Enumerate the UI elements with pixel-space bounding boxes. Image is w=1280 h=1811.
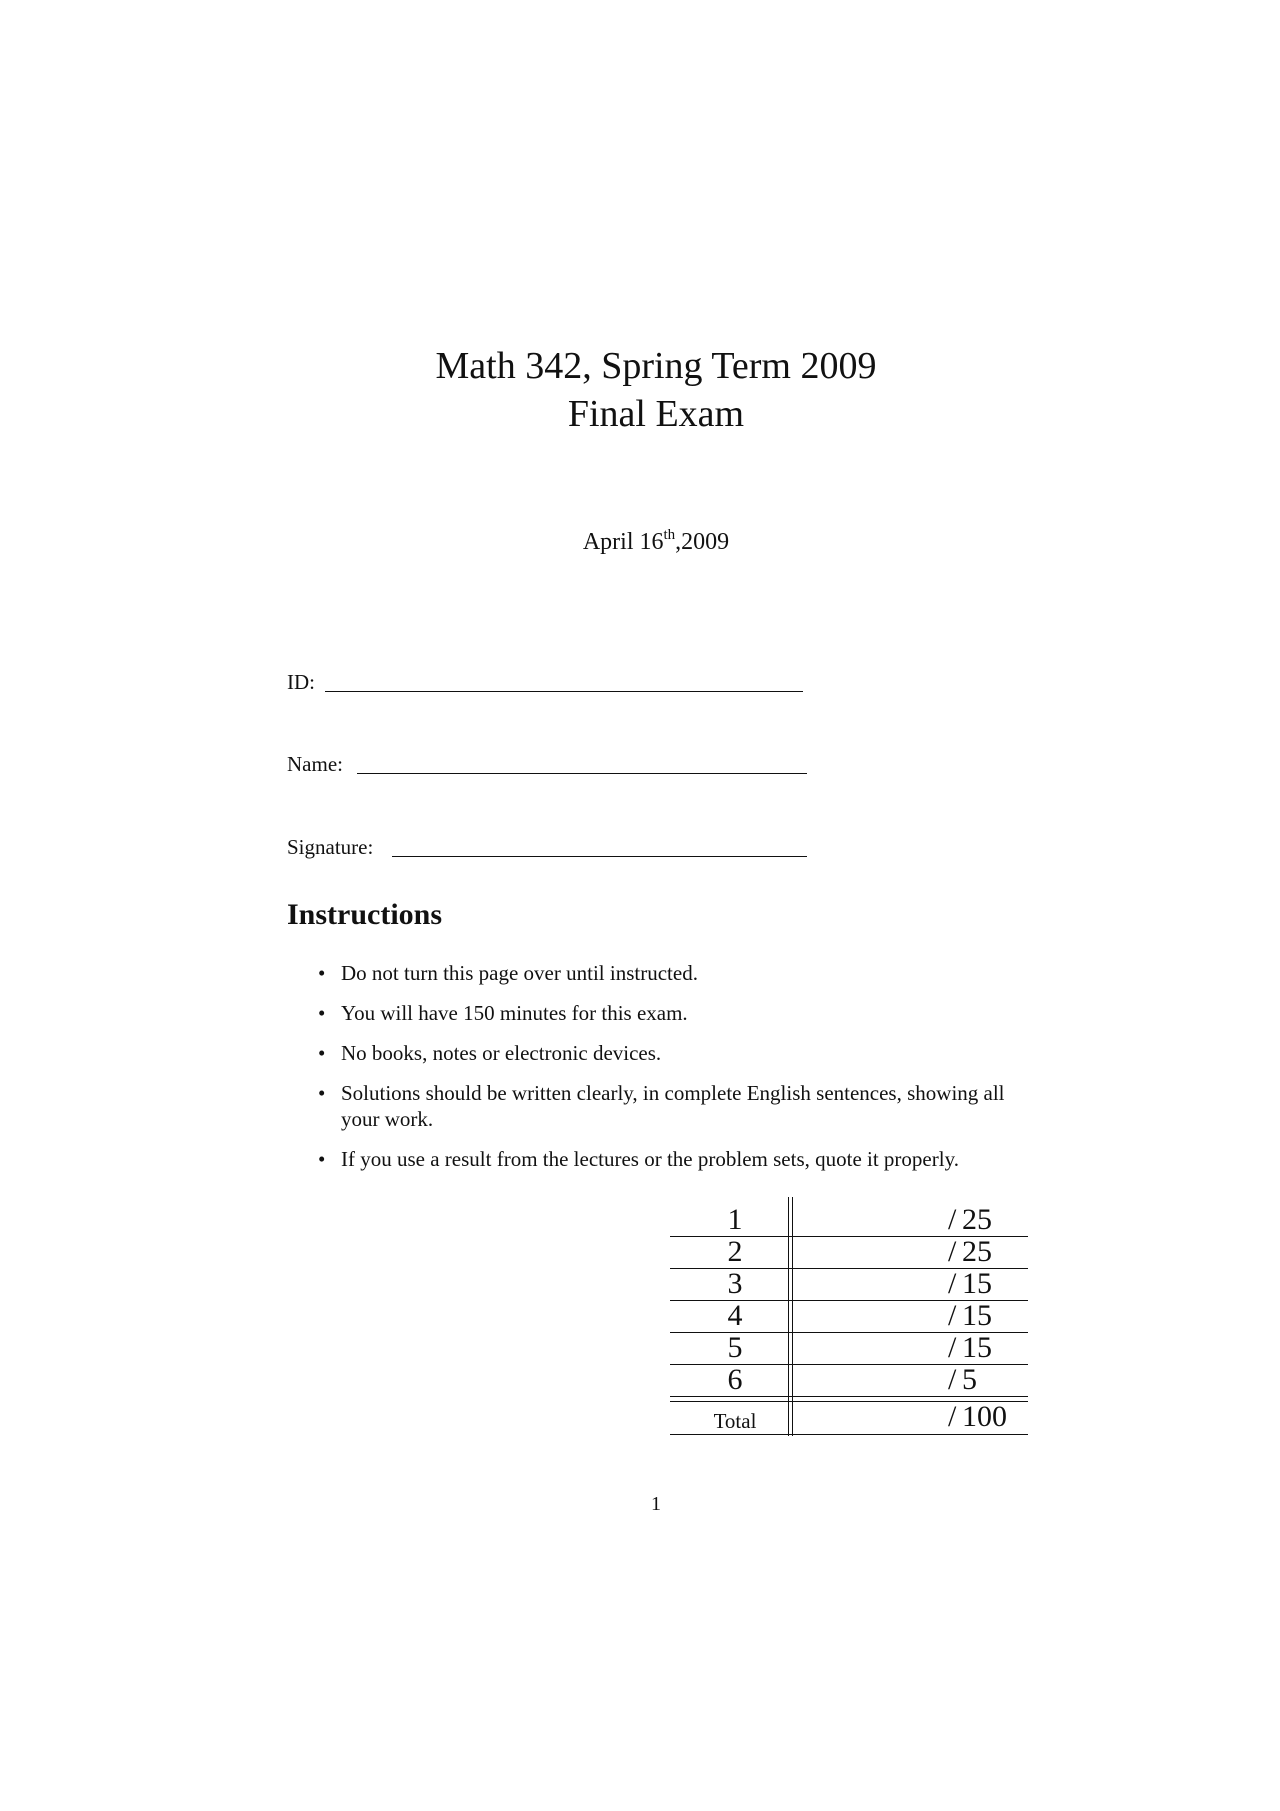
table-double-rule — [788, 1197, 793, 1238]
table-double-rule — [788, 1237, 793, 1270]
table-double-rule — [788, 1301, 793, 1334]
table-row — [670, 1237, 1028, 1269]
max-points: 25 — [962, 1235, 992, 1268]
score-table — [670, 1205, 1028, 1435]
problem-number: 5 — [727, 1331, 743, 1364]
list-item — [318, 1040, 1038, 1066]
instructions-list — [318, 960, 1038, 1186]
instruction-text: You will have 150 minutes for this exam. — [341, 1001, 688, 1025]
bullet-icon: • — [318, 1001, 326, 1025]
exam-name: Final Exam — [567, 393, 745, 435]
total-row — [670, 1401, 1028, 1435]
date-ordinal-suffix: th — [663, 527, 676, 543]
exam-title — [0, 342, 1280, 438]
max-points: 15 — [962, 1299, 992, 1332]
id-label: ID: — [287, 670, 315, 694]
bullet-icon: • — [318, 1147, 326, 1171]
name-blank-line[interactable] — [357, 773, 807, 774]
instructions-heading: Instructions — [287, 898, 443, 931]
table-row — [670, 1301, 1028, 1333]
problem-number: 3 — [727, 1267, 743, 1300]
score-slash: / — [948, 1331, 957, 1364]
list-item — [318, 1000, 1038, 1026]
bullet-icon: • — [318, 1081, 326, 1105]
bullet-icon: • — [318, 961, 326, 985]
score-slash: / — [948, 1267, 957, 1300]
signature-blank-line[interactable] — [392, 856, 807, 857]
table-row — [670, 1205, 1028, 1237]
table-row — [670, 1333, 1028, 1365]
table-double-rule — [788, 1333, 793, 1366]
name-label: Name: — [287, 752, 343, 776]
bullet-icon: • — [318, 1041, 326, 1065]
total-max-points: 100 — [962, 1400, 1007, 1433]
max-points: 15 — [962, 1331, 992, 1364]
signature-label: Signature: — [287, 835, 374, 859]
score-slash: / — [948, 1363, 957, 1396]
score-slash: / — [948, 1299, 957, 1332]
exam-date — [0, 529, 1280, 556]
score-slash: / — [948, 1203, 957, 1236]
max-points: 5 — [962, 1363, 977, 1396]
table-row — [670, 1365, 1028, 1397]
instruction-text: If you use a result from the lectures or the problem sets, quote it properly. — [341, 1147, 959, 1171]
max-points: 15 — [962, 1267, 992, 1300]
score-slash: / — [948, 1400, 957, 1433]
date-year: ,2009 — [675, 529, 730, 555]
table-double-rule — [788, 1269, 793, 1302]
list-item — [318, 1080, 1038, 1132]
problem-number: 6 — [727, 1363, 743, 1396]
instruction-text: Solutions should be written clearly, in complete English sentences, showing all your work. — [341, 1081, 1005, 1131]
problem-number: 2 — [727, 1235, 743, 1268]
max-points: 25 — [962, 1203, 992, 1236]
problem-number: 1 — [727, 1203, 743, 1236]
id-blank-line[interactable] — [325, 691, 803, 692]
course-title: Math 342, Spring Term 2009 — [435, 345, 877, 387]
table-double-rule — [788, 1365, 793, 1398]
instruction-text: Do not turn this page over until instructed. — [341, 961, 698, 985]
date-prefix: April 16 — [582, 529, 664, 555]
total-label: Total — [713, 1409, 757, 1433]
page-number: 1 — [651, 1493, 661, 1515]
problem-number: 4 — [727, 1299, 743, 1332]
instruction-text: No books, notes or electronic devices. — [341, 1041, 662, 1065]
table-double-rule — [788, 1397, 793, 1436]
list-item — [318, 960, 1038, 986]
list-item — [318, 1146, 1038, 1172]
table-row — [670, 1269, 1028, 1301]
score-slash: / — [948, 1235, 957, 1268]
